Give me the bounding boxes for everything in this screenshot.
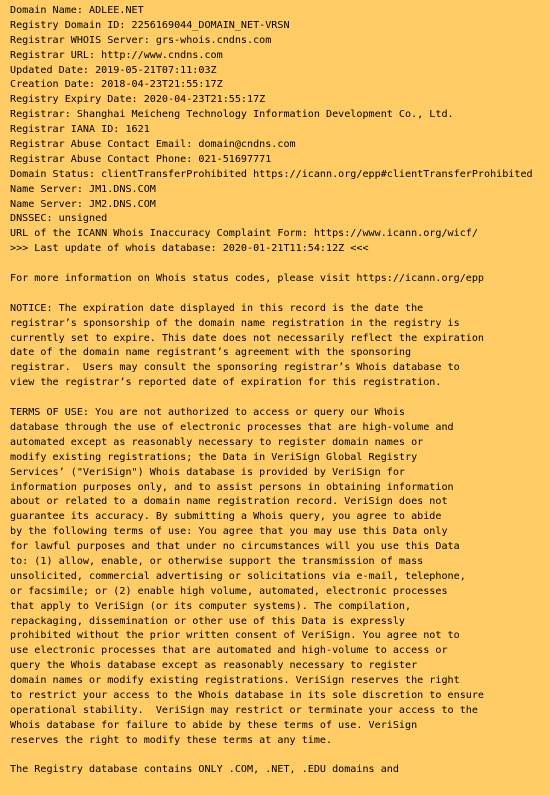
whois-line: repackaging, dissemination or other use of this Data is expressly bbox=[10, 615, 406, 627]
whois-line: DNSSEC: unsigned bbox=[10, 213, 108, 225]
whois-line: The Registry database contains ONLY .COM, .NET, .EDU domains and bbox=[10, 764, 399, 776]
whois-line: date of the domain name registrant’s agreement with the sponsoring bbox=[10, 347, 412, 359]
whois-line: unsolicited, commercial advertising or solicitations via e-mail, telephone, bbox=[10, 570, 466, 582]
whois-line: Domain Status: clientTransferProhibited https://icann.org/epp#clientTransferProhibited bbox=[10, 168, 533, 180]
whois-line: NOTICE: The expiration date displayed in this record is the date the bbox=[10, 302, 424, 314]
blank-line bbox=[10, 257, 550, 272]
whois-line: registrar. Users may consult the sponsoring registrar’s Whois database to bbox=[10, 362, 460, 374]
whois-line: Registrar WHOIS Server: grs-whois.cndns.com bbox=[10, 34, 272, 46]
whois-line: For more information on Whois status codes, please visit https://icann.org/epp bbox=[10, 273, 485, 285]
whois-line: use electronic processes that are automated and high-volume to access or bbox=[10, 645, 448, 657]
whois-line: query the Whois database except as reasonably necessary to register bbox=[10, 660, 418, 672]
whois-line: Updated Date: 2019-05-21T07:11:03Z bbox=[10, 64, 217, 76]
whois-line: Registry Domain ID: 2256169044_DOMAIN_NET-VRSN bbox=[10, 19, 290, 31]
whois-line: for lawful purposes and that under no circumstances will you use this Data bbox=[10, 541, 460, 553]
whois-line: to: (1) allow, enable, or otherwise support the transmission of mass bbox=[10, 555, 424, 567]
whois-line: by the following terms of use: You agree that you may use this Data only bbox=[10, 526, 448, 538]
whois-line: Name Server: JM1.DNS.COM bbox=[10, 183, 156, 195]
whois-line: database through the use of electronic processes that are high-volume and bbox=[10, 421, 454, 433]
whois-line: domain names or modify existing registrations. VeriSign reserves the right bbox=[10, 675, 460, 687]
whois-line: Registrar Abuse Contact Email: domain@cndns.com bbox=[10, 139, 296, 151]
whois-line: automated except as reasonably necessary to register domain names or bbox=[10, 436, 424, 448]
whois-line: Registrar URL: http://www.cndns.com bbox=[10, 49, 223, 61]
whois-line: about or related to a domain name registration record. VeriSign does not bbox=[10, 496, 448, 508]
whois-line: modify existing registrations; the Data in VeriSign Global Registry bbox=[10, 451, 418, 463]
whois-line: currently set to expire. This date does not necessarily reflect the expiration bbox=[10, 332, 485, 344]
whois-line: operational stability. VeriSign may restrict or terminate your access to the bbox=[10, 704, 478, 716]
whois-line: prohibited without the prior written consent of VeriSign. You agree not to bbox=[10, 630, 460, 642]
whois-line: guarantee its accuracy. By submitting a Whois query, you agree to abide bbox=[10, 511, 442, 523]
whois-record bbox=[10, 4, 550, 778]
whois-line: to restrict your access to the Whois database in its sole discretion to ensure bbox=[10, 689, 485, 701]
whois-line: Registrar IANA ID: 1621 bbox=[10, 124, 150, 136]
blank-line bbox=[10, 287, 550, 302]
whois-line: registrar’s sponsorship of the domain name registration in the registry is bbox=[10, 317, 460, 329]
whois-line: view the registrar’s reported date of expiration for this registration. bbox=[10, 377, 442, 389]
whois-line: reserves the right to modify these terms at any time. bbox=[10, 734, 333, 746]
whois-line: information purposes only, and to assist persons in obtaining information bbox=[10, 481, 454, 493]
blank-line bbox=[10, 749, 550, 764]
whois-line: Registrar: Shanghai Meicheng Technology Information Development Co., Ltd. bbox=[10, 109, 454, 121]
whois-line: that apply to VeriSign (or its computer systems). The compilation, bbox=[10, 600, 412, 612]
whois-line: Creation Date: 2018-04-23T21:55:17Z bbox=[10, 79, 223, 91]
whois-line: URL of the ICANN Whois Inaccuracy Complaint Form: https://www.icann.org/wicf/ bbox=[10, 228, 478, 240]
whois-line: or facsimile; or (2) enable high volume, automated, electronic processes bbox=[10, 585, 448, 597]
whois-line: Domain Name: ADLEE.NET bbox=[10, 5, 144, 16]
whois-line: TERMS OF USE: You are not authorized to access or query our Whois bbox=[10, 407, 406, 419]
whois-line: Name Server: JM2.DNS.COM bbox=[10, 198, 156, 210]
whois-line: >>> Last update of whois database: 2020-01-21T11:54:12Z <<< bbox=[10, 243, 369, 255]
whois-line: Registrar Abuse Contact Phone: 021-51697771 bbox=[10, 153, 272, 165]
whois-line: Whois database for failure to abide by these terms of use. VeriSign bbox=[10, 719, 418, 731]
blank-line bbox=[10, 391, 550, 406]
whois-line: Services’ ("VeriSign") Whois database is provided by VeriSign for bbox=[10, 466, 406, 478]
whois-line: Registry Expiry Date: 2020-04-23T21:55:17Z bbox=[10, 94, 266, 106]
